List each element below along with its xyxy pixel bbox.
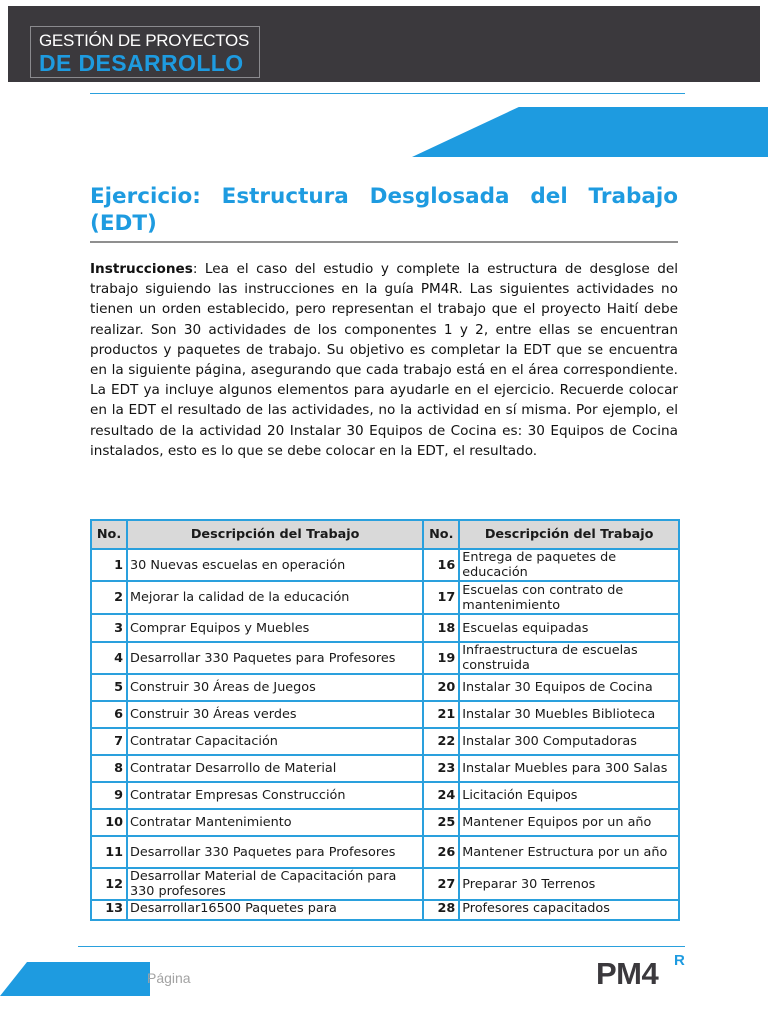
table-row xyxy=(91,674,679,701)
table-row xyxy=(91,614,679,642)
activity-number: 9 xyxy=(91,782,127,809)
table-row xyxy=(91,642,679,674)
activity-description: Contratar Capacitación xyxy=(127,728,423,755)
title-divider xyxy=(90,241,678,243)
table-row xyxy=(91,581,679,614)
pm4r-logo-superscript: R xyxy=(674,952,685,969)
activity-description: Licitación Equipos xyxy=(459,782,679,809)
activity-number: 10 xyxy=(91,809,127,836)
activity-number: 20 xyxy=(423,674,459,701)
table-header-row xyxy=(91,520,679,549)
activity-number: 13 xyxy=(91,900,127,920)
activity-description: Desarrollar 330 Paquetes para Profesores xyxy=(127,642,423,674)
activity-description: Mantener Equipos por un año xyxy=(459,809,679,836)
activity-description: Preparar 30 Terrenos xyxy=(459,868,679,900)
activity-description: Contratar Empresas Construcción xyxy=(127,782,423,809)
activity-description: Comprar Equipos y Muebles xyxy=(127,614,423,642)
instructions-paragraph xyxy=(90,259,678,461)
activity-number: 4 xyxy=(91,642,127,674)
activity-number: 12 xyxy=(91,868,127,900)
activities-table xyxy=(90,519,680,921)
activity-number: 6 xyxy=(91,701,127,728)
header-no-right: No. xyxy=(423,520,459,549)
activity-number: 18 xyxy=(423,614,459,642)
header-description-left: Descripción del Trabajo xyxy=(127,520,423,549)
table-row xyxy=(91,868,679,900)
activity-description: Desarrollar16500 Paquetes para xyxy=(127,900,423,920)
footer-accent-shape xyxy=(0,962,150,996)
table-row xyxy=(91,782,679,809)
activity-description: Construir 30 Áreas verdes xyxy=(127,701,423,728)
activity-description: Entrega de paquetes de educación xyxy=(459,549,679,581)
activity-description: Profesores capacitados xyxy=(459,900,679,920)
logo-line-1: GESTIÓN DE PROYECTOS xyxy=(39,31,250,50)
activity-description: Instalar 30 Muebles Biblioteca xyxy=(459,701,679,728)
header-divider xyxy=(90,93,685,94)
table-row xyxy=(91,549,679,581)
page-title: Ejercicio: Estructura Desglosada del Trabajo (EDT) xyxy=(90,184,678,236)
activity-description: Contratar Mantenimiento xyxy=(127,809,423,836)
activity-number: 19 xyxy=(423,642,459,674)
instructions-text: : Lea el caso del estudio y complete la estructura de desglose del trabajo siguiendo las instrucciones en la guía PM4R. Las siguientes actividades no tienen un orden establecido, pero representan el trabajo que el proyecto Haití debe realizar. Son 30 actividades de los componentes 1 y 2, entre ellas se encuentran productos y paquetes de trabajo. Su objetivo es completar la EDT que se encuentra en la siguiente página, asegurando que cada trabajo está en el área correspondiente. La EDT ya incluye algunos elementos para ayudarle en el ejercicio. Recuerde colocar en la EDT el resultado de las actividades, no la actividad en sí misma. Por ejemplo, el resultado de la actividad 20 Instalar 30 Equipos de Cocina es: 30 Equipos de Cocina instalados, esto es lo que se debe colocar en la EDT, el resultado. xyxy=(90,261,678,459)
activity-description: Instalar Muebles para 300 Salas xyxy=(459,755,679,782)
table-row xyxy=(91,809,679,836)
activity-number: 11 xyxy=(91,836,127,868)
activity-description: 30 Nuevas escuelas en operación xyxy=(127,549,423,581)
pm4r-logo xyxy=(596,952,685,992)
activity-description: Desarrollar 330 Paquetes para Profesores xyxy=(127,836,423,868)
table-row xyxy=(91,836,679,868)
activity-description: Instalar 30 Equipos de Cocina xyxy=(459,674,679,701)
activity-number: 24 xyxy=(423,782,459,809)
activity-number: 25 xyxy=(423,809,459,836)
activity-number: 17 xyxy=(423,581,459,614)
activity-description: Escuelas equipadas xyxy=(459,614,679,642)
activity-description: Infraestructura de escuelas construida xyxy=(459,642,679,674)
activity-number: 3 xyxy=(91,614,127,642)
header-no-left: No. xyxy=(91,520,127,549)
logo-line-2: DE DESARROLLO xyxy=(39,50,244,76)
footer-divider xyxy=(78,946,685,947)
brand-logo xyxy=(30,26,260,78)
activity-description: Instalar 300 Computadoras xyxy=(459,728,679,755)
instructions-label: Instrucciones xyxy=(90,261,193,277)
activity-number: 8 xyxy=(91,755,127,782)
activity-description: Escuelas con contrato de mantenimiento xyxy=(459,581,679,614)
activity-number: 23 xyxy=(423,755,459,782)
activity-number: 1 xyxy=(91,549,127,581)
activity-description: Construir 30 Áreas de Juegos xyxy=(127,674,423,701)
activity-description: Desarrollar Material de Capacitación para 330 profesores xyxy=(127,868,423,900)
activity-number: 28 xyxy=(423,900,459,920)
activity-number: 7 xyxy=(91,728,127,755)
activity-description: Mantener Estructura por un año xyxy=(459,836,679,868)
page-label: Página xyxy=(147,970,191,986)
activity-description: Contratar Desarrollo de Material xyxy=(127,755,423,782)
activity-number: 21 xyxy=(423,701,459,728)
activity-number: 27 xyxy=(423,868,459,900)
table-row xyxy=(91,701,679,728)
pm4r-logo-main: PM4 xyxy=(596,956,659,991)
table-row xyxy=(91,755,679,782)
activity-number: 22 xyxy=(423,728,459,755)
activity-number: 2 xyxy=(91,581,127,614)
activity-number: 16 xyxy=(423,549,459,581)
header-band xyxy=(8,6,760,82)
header-accent-shape xyxy=(412,107,768,157)
activity-description: Mejorar la calidad de la educación xyxy=(127,581,423,614)
activity-number: 26 xyxy=(423,836,459,868)
table-row xyxy=(91,728,679,755)
activity-number: 5 xyxy=(91,674,127,701)
table-row xyxy=(91,900,679,920)
header-description-right: Descripción del Trabajo xyxy=(459,520,679,549)
